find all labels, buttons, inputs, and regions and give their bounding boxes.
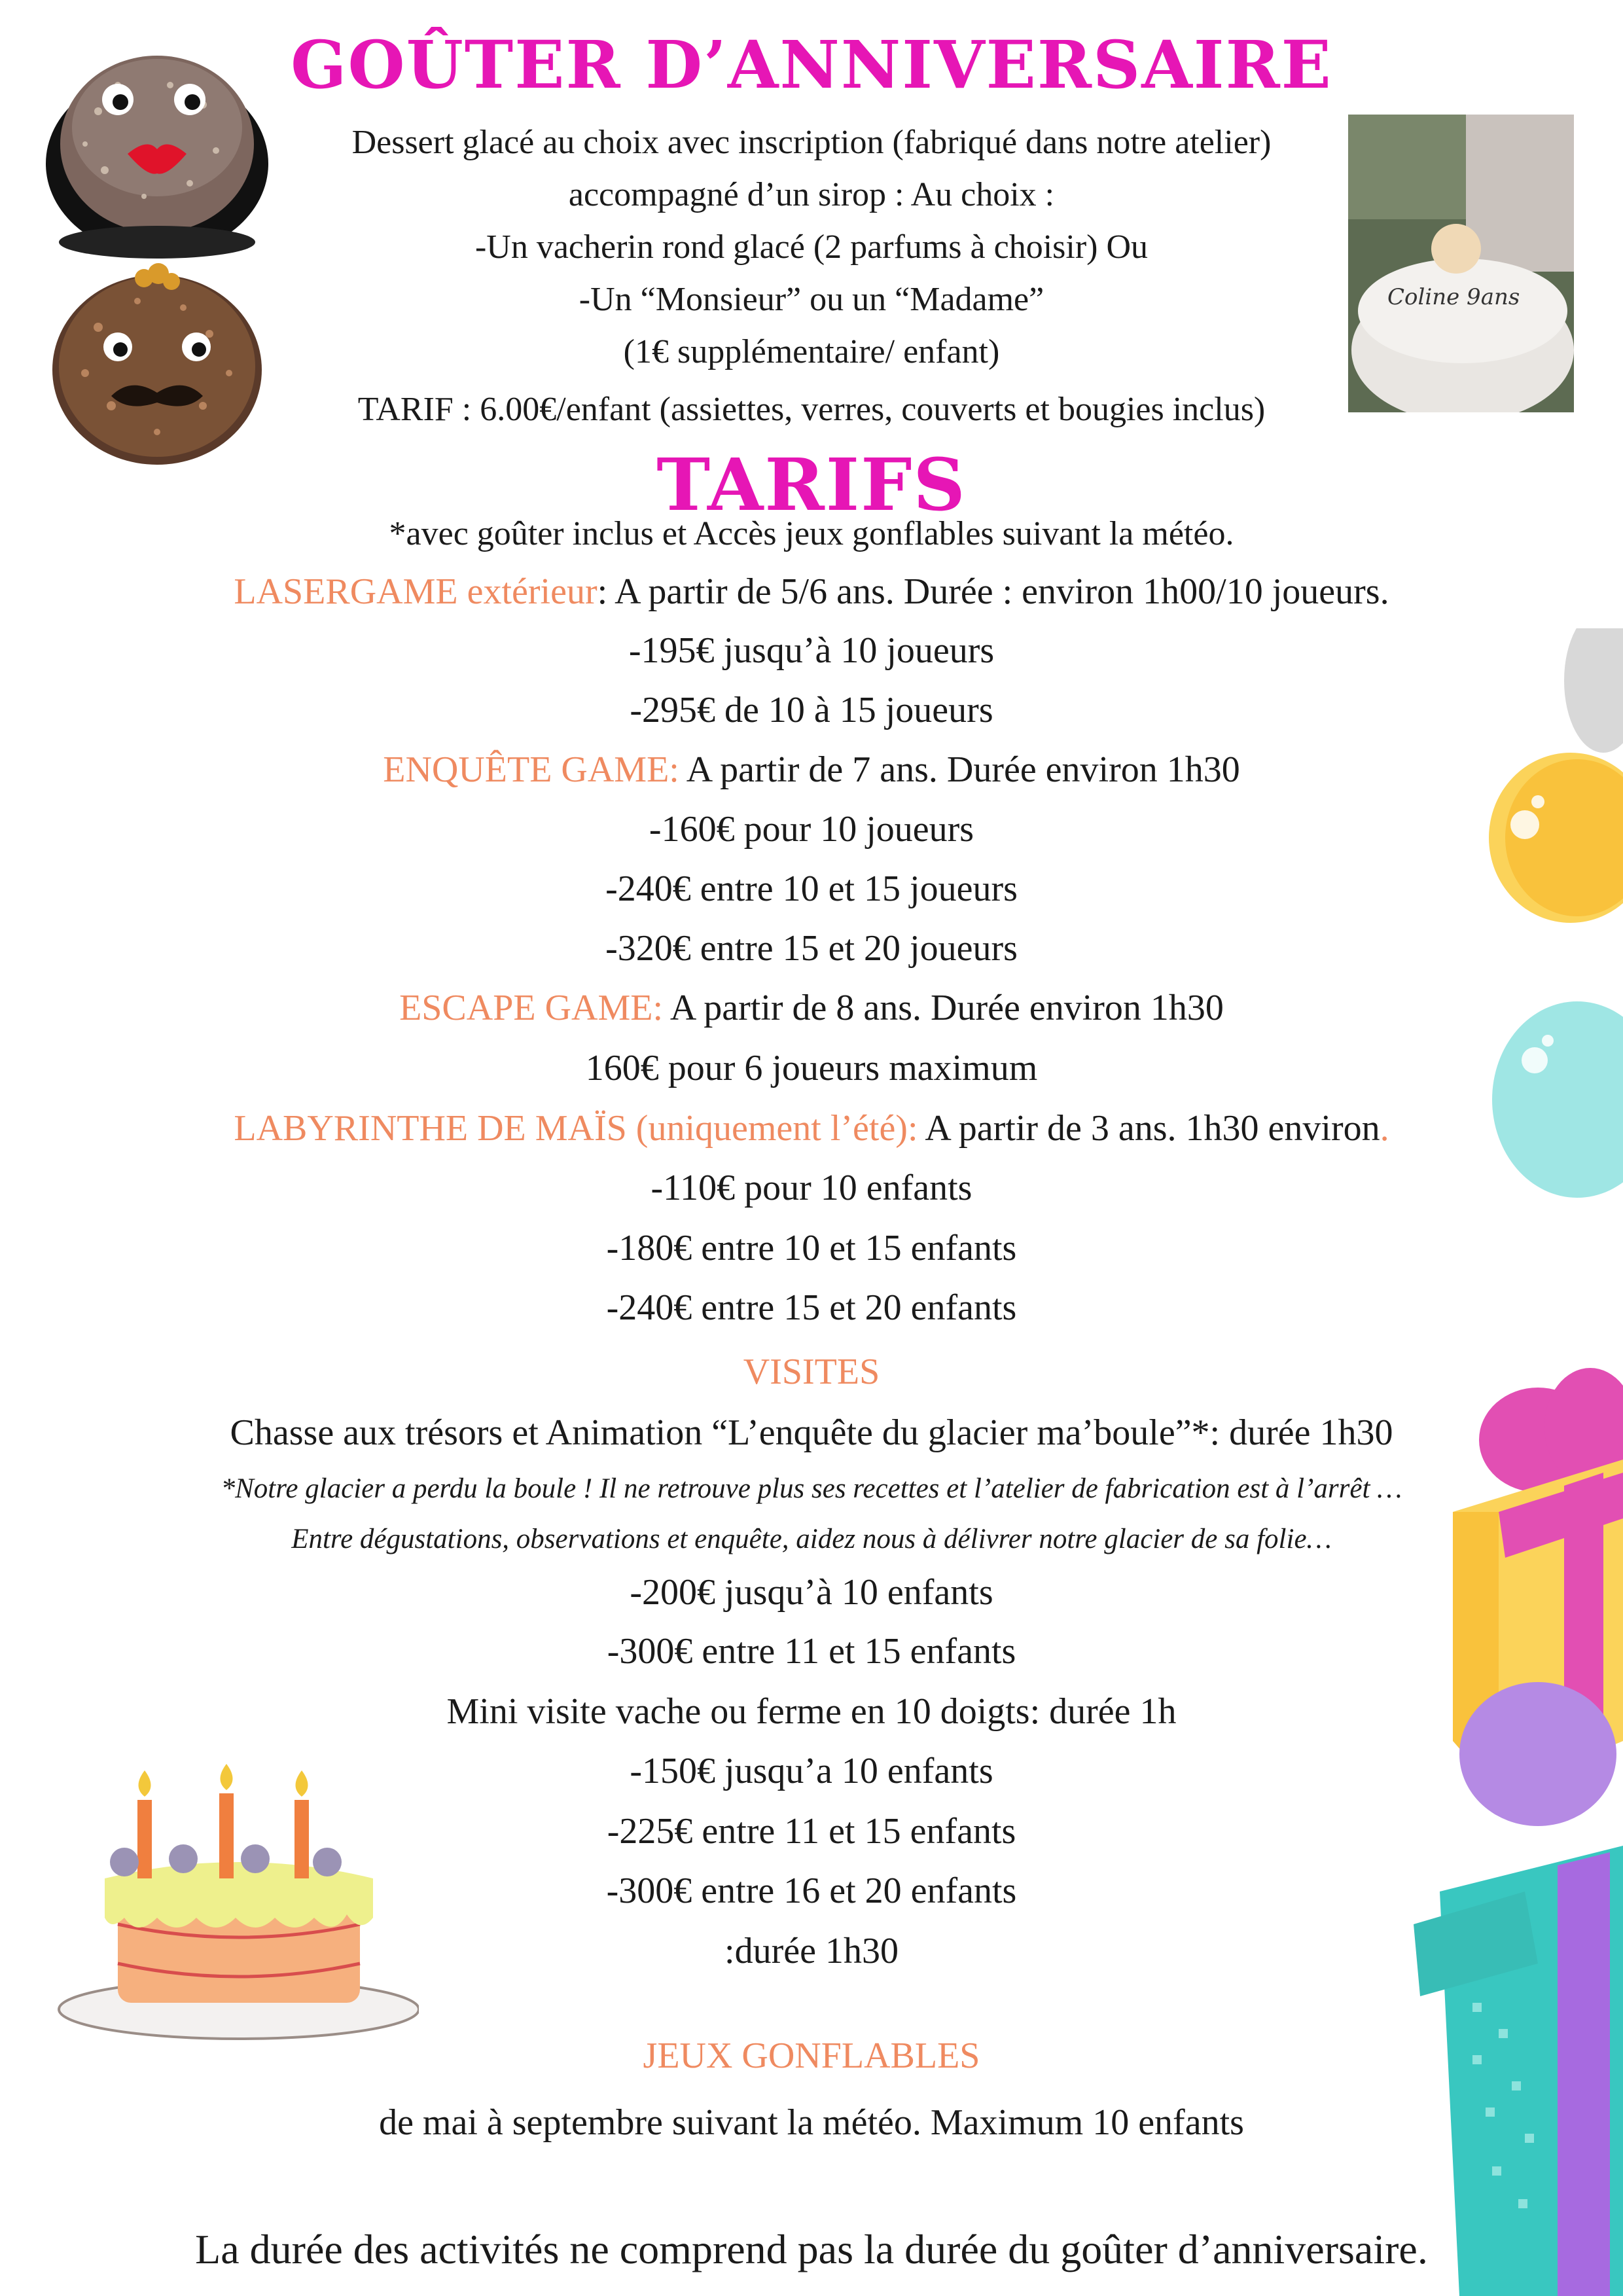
gouter-line: Dessert glacé au choix avec inscription (fabriqué dans notre atelier) (351, 124, 1272, 161)
lasergame-desc: : A partir de 5/6 ans. Durée : environ 1h00/10 joueurs. (597, 571, 1389, 612)
price-line: -295€ de 10 à 15 joueurs (630, 690, 993, 730)
visites-note-2: Entre dégustations, observations et enquête, aidez nous à délivrer notre glacier de sa folie… (291, 1524, 1332, 1554)
price-line: -200€ jusqu’à 10 enfants (630, 1572, 993, 1613)
lasergame-name: LASERGAME extérieur (234, 571, 597, 612)
price-line: -300€ entre 16 et 20 enfants (606, 1871, 1017, 1911)
visites-heading: VISITES (743, 1352, 880, 1392)
lasergame-heading (0, 573, 1623, 610)
page-title: GOÛTER D’ANNIVERSAIRE (291, 26, 1332, 103)
escape-name: ESCAPE GAME: (399, 988, 664, 1028)
jeux-desc: de mai à septembre suivant la météo. Maximum 10 enfants (379, 2102, 1244, 2143)
price-line: -180€ entre 10 et 15 enfants (606, 1228, 1017, 1268)
price-line: -110€ pour 10 enfants (651, 1168, 972, 1208)
duration-line: :durée 1h30 (724, 1931, 899, 1971)
visites-mini: Mini visite vache ou ferme en 10 doigts: durée 1h (446, 1691, 1177, 1732)
price-line: 160€ pour 6 joueurs maximum (585, 1048, 1038, 1088)
photo-inscription: Coline 9ans (1387, 284, 1520, 310)
labyrinthe-dot: . (1380, 1108, 1389, 1149)
jeux-heading: JEUX GONFLABLES (643, 2036, 980, 2076)
gouter-line: -Un vacherin rond glacé (2 parfums à choisir) Ou (474, 228, 1149, 266)
price-line: -150€ jusqu’a 10 enfants (630, 1751, 993, 1791)
price-line: -240€ entre 15 et 20 enfants (606, 1287, 1017, 1328)
price-line: -300€ entre 11 et 15 enfants (607, 1631, 1016, 1672)
tarifs-note: *avec goûter inclus et Accès jeux gonflables suivant la météo. (389, 515, 1234, 552)
price-line: -195€ jusqu’à 10 joueurs (628, 630, 995, 671)
gouter-line: accompagné d’un sirop : Au choix : (568, 176, 1055, 213)
price-line: -160€ pour 10 joueurs (649, 809, 974, 850)
labyrinthe-desc: A partir de 3 ans. 1h30 environ (918, 1108, 1380, 1149)
escape-desc: A partir de 8 ans. Durée environ 1h30 (663, 988, 1224, 1028)
price-line: -320€ entre 15 et 20 joueurs (605, 928, 1018, 969)
visites-note-1: *Notre glacier a perdu la boule ! Il ne retrouve plus ses recettes et l’atelier de fabrication est à l’arrêt … (221, 1473, 1402, 1504)
tarifs-title: TARIFS (656, 442, 967, 527)
enquete-heading (0, 751, 1623, 788)
enquete-desc: A partir de 7 ans. Durée environ 1h30 (679, 749, 1240, 790)
visites-chasse: Chasse aux trésors et Animation “L’enquête du glacier ma’boule”*: durée 1h30 (230, 1412, 1393, 1453)
labyrinthe-name: LABYRINTHE DE MAÏS (uniquement l’été): (234, 1108, 918, 1149)
gouter-line: -Un “Monsieur” ou un “Madame” (579, 281, 1044, 318)
labyrinthe-heading (0, 1110, 1623, 1147)
price-line: -225€ entre 11 et 15 enfants (607, 1811, 1016, 1852)
gouter-line: (1€ supplémentaire/ enfant) (623, 333, 1000, 370)
gouter-tarif: TARIF : 6.00€/enfant (assiettes, verres, couverts et bougies inclus) (357, 391, 1266, 428)
footer-note: La durée des activités ne comprend pas la durée du goûter d’anniversaire. (195, 2226, 1428, 2272)
price-line: -240€ entre 10 et 15 joueurs (605, 869, 1018, 909)
escape-heading (0, 990, 1623, 1026)
enquete-name: ENQUÊTE GAME: (383, 749, 679, 790)
